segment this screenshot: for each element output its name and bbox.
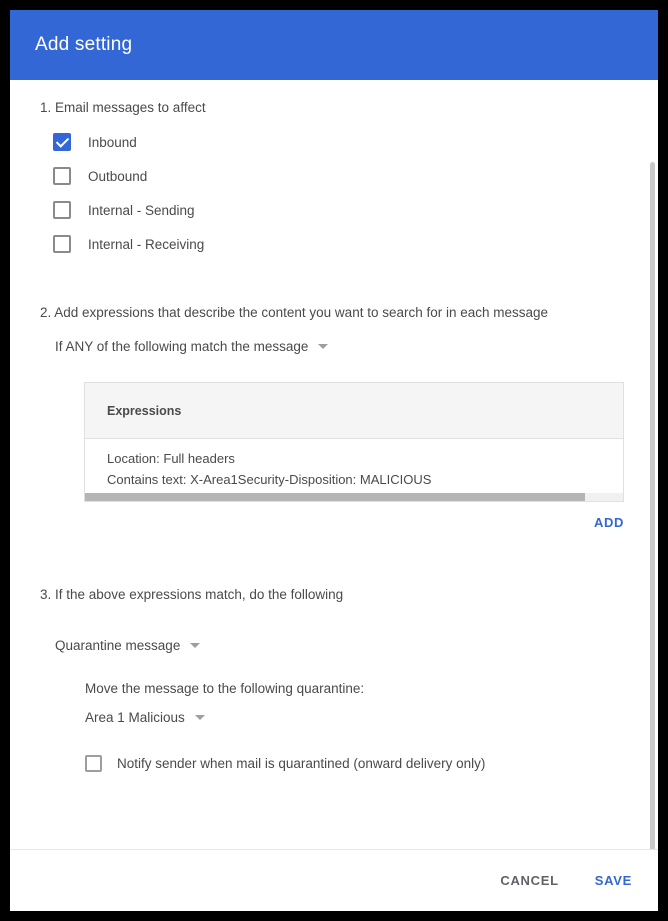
add-expression-button[interactable]: ADD [594,515,624,530]
expressions-table [84,382,624,502]
checkbox-label-inbound: Inbound [88,134,137,150]
checkbox-internal-receiving[interactable] [53,235,71,253]
checkbox-internal-sending[interactable] [53,201,71,219]
section-2-title: 2. Add expressions that describe the content you want to search for in each message [40,305,549,320]
save-button[interactable]: SAVE [594,873,632,888]
action-dropdown[interactable] [55,638,200,653]
checkbox-label-outbound: Outbound [88,168,148,184]
section-expressions [40,305,628,532]
match-type-dropdown-value: If ANY of the following match the message [55,339,309,354]
dialog-header [10,10,658,80]
checkbox-row-outbound[interactable] [53,167,628,185]
expressions-table-header: Expressions [85,383,623,439]
table-row: Location: Full headers [107,451,235,466]
chevron-down-icon [195,715,205,720]
expressions-table-body [85,439,623,501]
checkbox-row-notify-sender[interactable] [85,755,628,772]
checkbox-label-internal-receiving: Internal - Receiving [88,236,205,252]
checkbox-row-internal-receiving[interactable] [53,235,628,253]
dialog-body [10,80,658,849]
action-dropdown-value: Quarantine message [55,638,181,653]
section-1-title: 1. Email messages to affect [40,100,206,115]
section-email-messages [40,100,628,253]
table-row: Contains text: X-Area1Security-Disposition: MALICIOUS [107,472,432,487]
checkbox-inbound[interactable] [53,133,71,151]
section-3-title: 3. If the above expressions match, do the following [40,587,344,602]
dialog-footer [10,849,658,911]
checkbox-label-notify-sender: Notify sender when mail is quarantined (onward delivery only) [117,756,486,771]
horizontal-scrollbar-track[interactable] [85,493,623,501]
section-action [40,587,628,772]
quarantine-dropdown-value: Area 1 Malicious [85,710,185,725]
dialog-title: Add setting [35,34,133,55]
horizontal-scrollbar-thumb[interactable] [85,493,585,501]
checkbox-notify-sender[interactable] [85,755,102,772]
add-expression-row [84,514,624,532]
match-type-dropdown[interactable] [55,339,328,354]
add-setting-dialog [10,10,658,911]
quarantine-description: Move the message to the following quarantine: [85,681,365,696]
vertical-scrollbar-thumb[interactable] [650,162,655,849]
checkbox-row-internal-sending[interactable] [53,201,628,219]
chevron-down-icon [190,643,200,648]
quarantine-dropdown[interactable] [85,710,205,725]
checkbox-outbound[interactable] [53,167,71,185]
checkbox-label-internal-sending: Internal - Sending [88,202,195,218]
chevron-down-icon [318,344,328,349]
cancel-button[interactable]: CANCEL [500,873,559,888]
checkbox-row-inbound[interactable] [53,133,628,151]
